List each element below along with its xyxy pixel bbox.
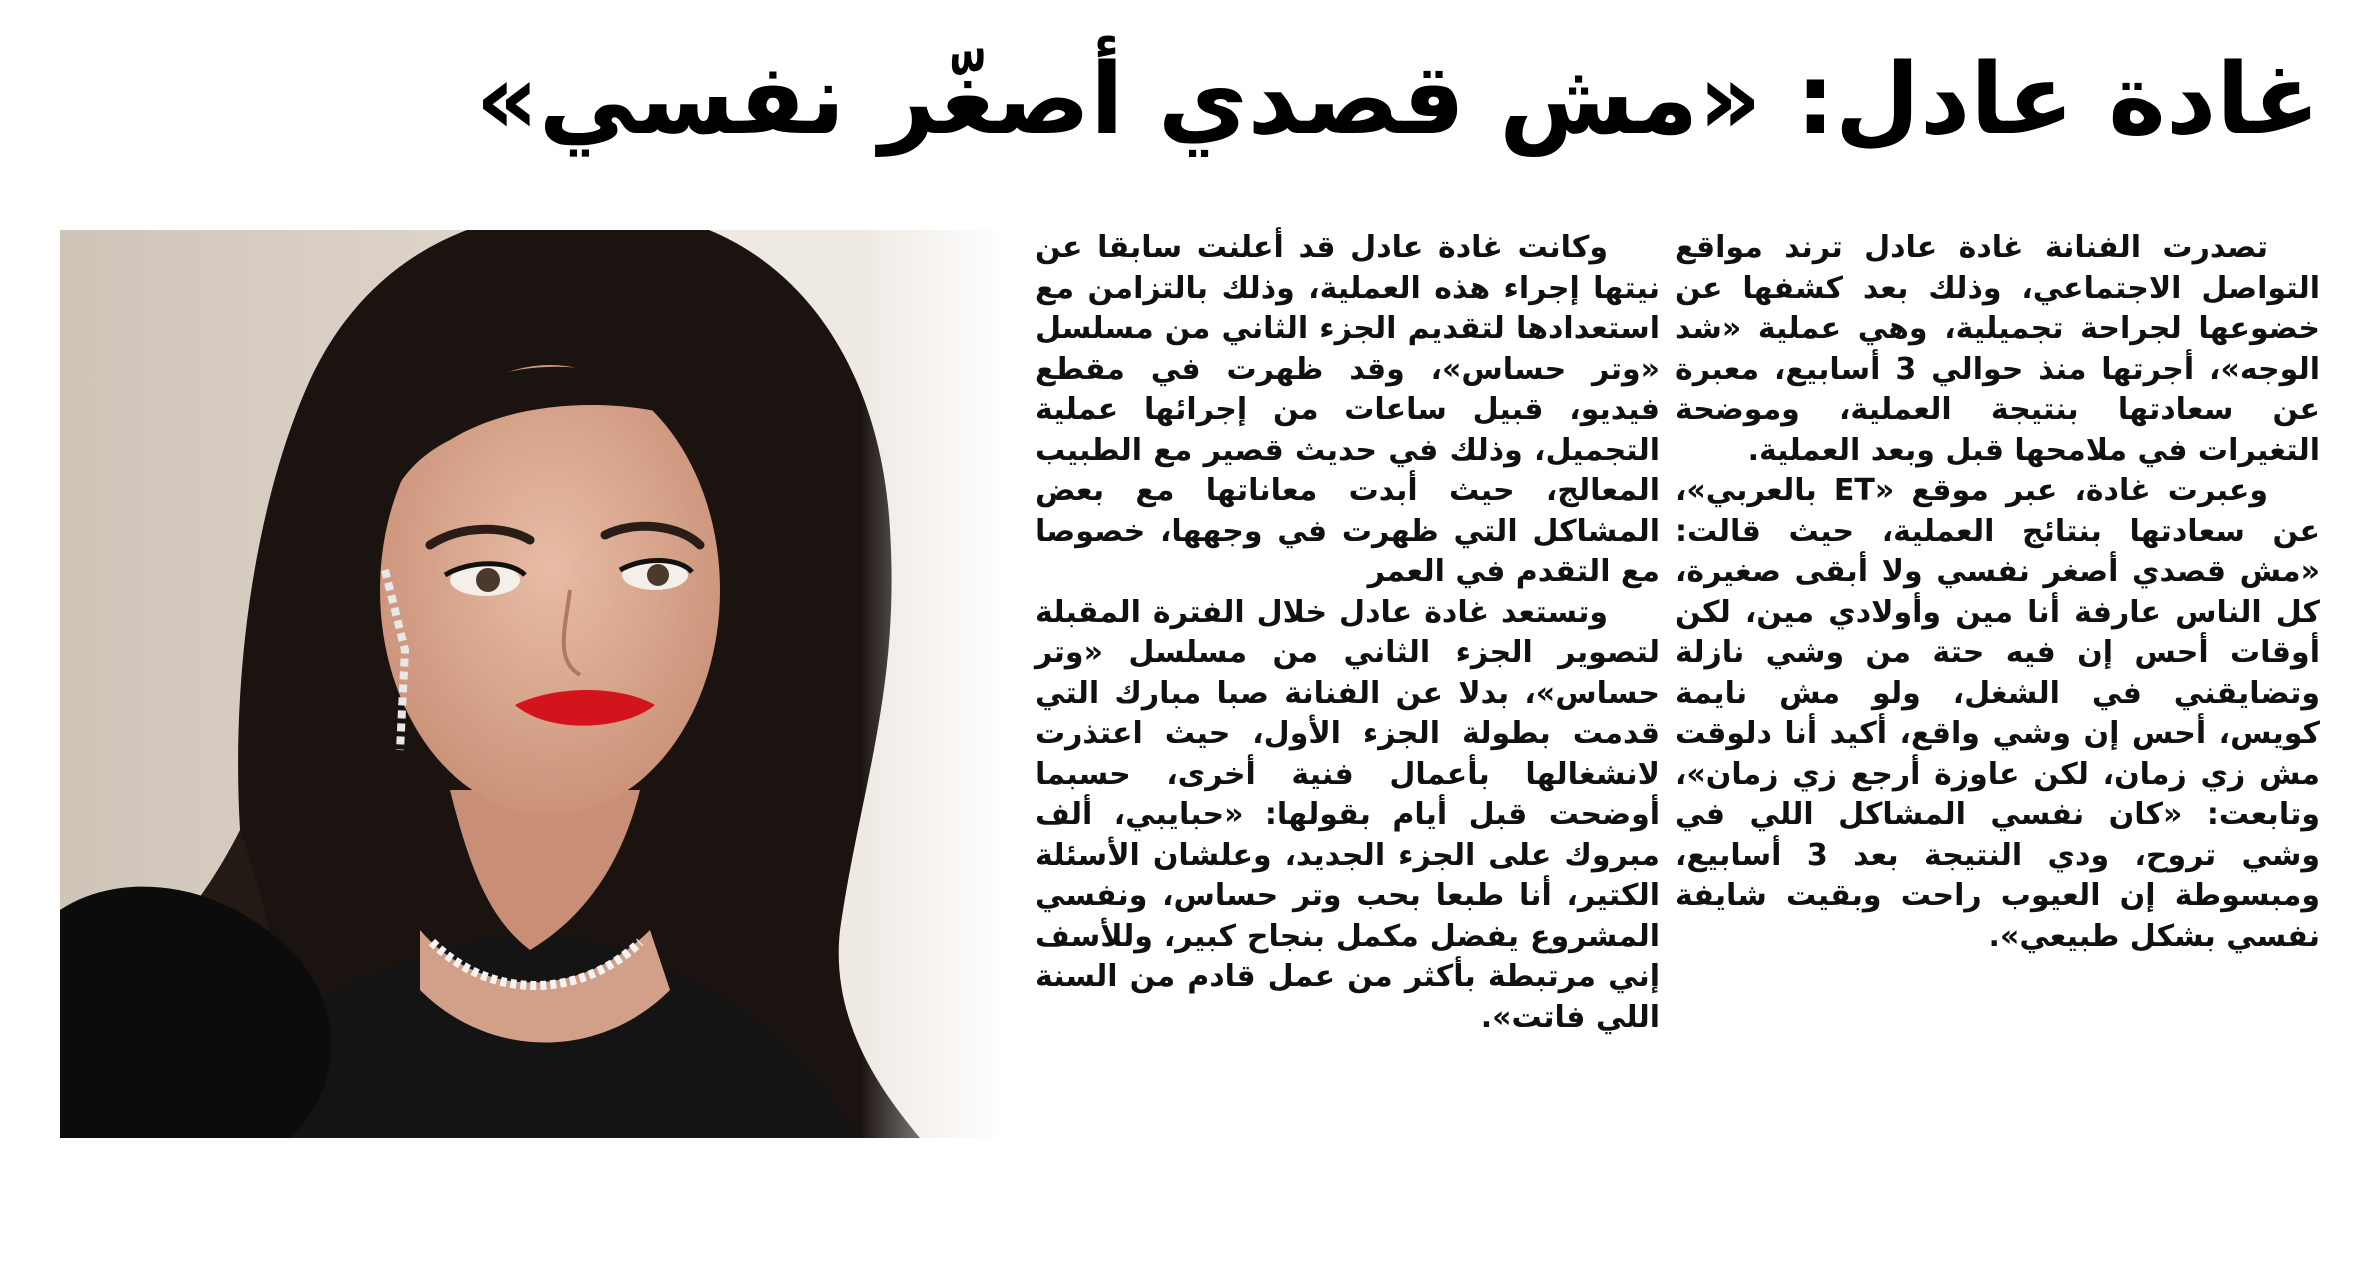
paragraph: وعبرت غادة، عبر موقع «ET بالعربي»، عن سعادتها بنتائج العملية، حيث قالت: «مش قصدي أصغر نفسي ولا أبقى صغيرة، كل الناس عارفة أنا مين وأولادي مين، لكن أوقات أحس إن فيه حتة من وشي نازلة وتضايقني في الشغل، ولو مش نايمة كويس، أحس إن وشي واقع، أكيد أنا دلوقت مش زي زمان، لكن عاوزة أرجع زي زمان»، وتابعت: «كان نفسي المشاكل اللي في وشي تروح، ودي النتيجة بعد 3 أسابيع، ومبسوطة إن العيوب راحت وبقيت شايفة نفسي بشكل طبيعي». — [1675, 473, 2320, 954]
headline: غادة عادل: «مش قصدي أصغّر نفسي» — [475, 43, 2320, 157]
article-column-right — [1675, 228, 2320, 957]
portrait-illustration — [60, 230, 1005, 1138]
paragraph: تصدرت الفنانة غادة عادل ترند مواقع التواصل الاجتماعي، وذلك بعد كشفها عن خضوعها لجراحة تجميلية، وهي عملية «شد الوجه»، أجرتها منذ حوالي 3 أسابيع، معبرة عن سعادتها بنتيجة العملية، وموضحة التغيرات في ملامحها قبل وبعد العملية. — [1675, 230, 2321, 468]
paragraph: وكانت غادة عادل قد أعلنت سابقا عن نيتها إجراء هذه العملية، وذلك بالتزامن مع استعدادها لتقديم الجزء الثاني من مسلسل «وتر حساس»، وقد ظهرت في مقطع فيديو، قبيل ساعات من إجرائها عملية التجميل، وذلك في حديث قصير مع الطبيب المعالج، حيث أبدت معاناتها مع بعض المشاكل التي ظهرت في وجهها، خصوصا مع التقدم في العمر — [1035, 230, 1660, 589]
right-iris — [647, 564, 669, 586]
left-iris — [476, 568, 500, 592]
photo-fade — [860, 230, 1005, 1138]
article-column-middle — [1035, 228, 1660, 1038]
paragraph: وتستعد غادة عادل خلال الفترة المقبلة لتصوير الجزء الثاني من مسلسل «وتر حساس»، بدلا عن الفنانة صبا مبارك التي قدمت بطولة الجزء الأول، حيث اعتذرت لانشغالها بأعمال فنية أخرى، حسبما أوضحت قبل أيام بقولها: «حبايبي، ألف مبروك على الجزء الجديد، وعلشان الأسئلة الكتير، أنا طبعا بحب وتر حساس، ونفسي المشروع يفضل مكمل بنجاح كبير، وللأسف إني مرتبطة بأكثر من عمل قادم من السنة اللي فاتت». — [1035, 594, 1660, 1035]
portrait-photo — [60, 230, 1005, 1138]
